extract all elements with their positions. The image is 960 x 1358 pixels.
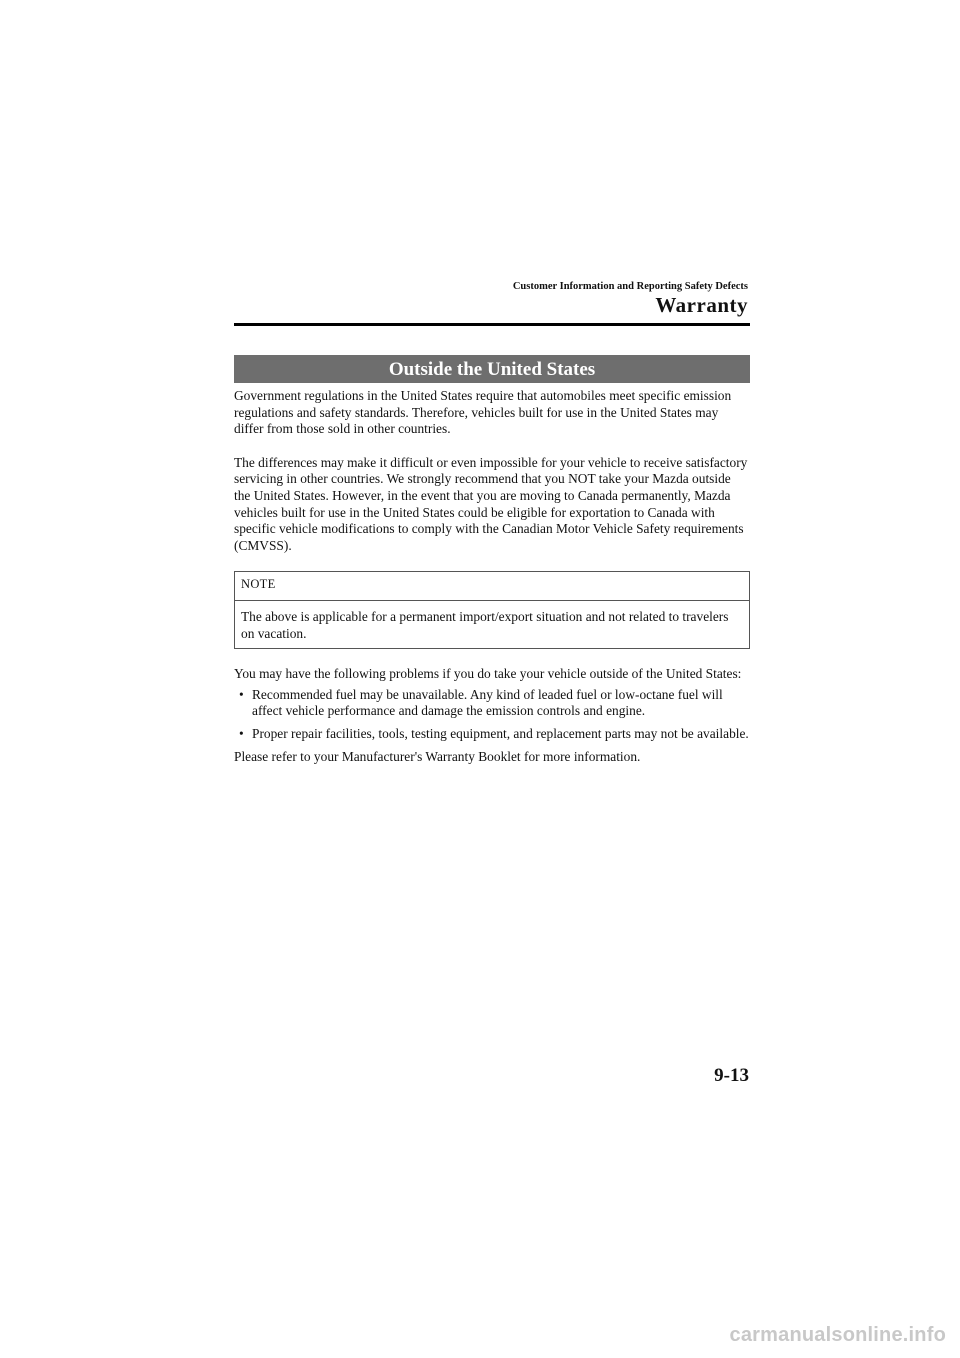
paragraph-regulations: Government regulations in the United States require that automobiles meet specific emission regulations and safety standards. Therefore, vehicles built for use in the United States may differ from those sold in other countries. bbox=[234, 388, 732, 437]
page-content bbox=[234, 388, 750, 782]
list-item-text: Recommended fuel may be unavailable. Any kind of leaded fuel or low-octane fuel will affect vehicle performance and damage the emission controls and engine. bbox=[252, 686, 723, 719]
running-header-chapter: Warranty bbox=[655, 293, 748, 317]
bullet-icon: • bbox=[239, 686, 244, 702]
note-box bbox=[234, 571, 750, 649]
list-item-text: Proper repair facilities, tools, testing equipment, and replacement parts may not be available. bbox=[252, 725, 749, 741]
paragraph-closing: Please refer to your Manufacturer's Warranty Booklet for more information. bbox=[234, 748, 641, 764]
running-header-section: Customer Information and Reporting Safety Defects bbox=[512, 281, 748, 292]
page-number: 9-13 bbox=[714, 1065, 749, 1086]
paragraph-problems-intro: You may have the following problems if you do take your vehicle outside of the United States: bbox=[234, 666, 742, 682]
watermark: carmanualsonline.info bbox=[729, 1324, 946, 1346]
section-title: Outside the United States bbox=[234, 355, 750, 383]
note-body: The above is applicable for a permanent import/export situation and not related to travelers on vacation. bbox=[241, 608, 729, 641]
list-item bbox=[234, 726, 750, 743]
note-title: NOTE bbox=[235, 572, 749, 601]
bullet-icon: • bbox=[239, 725, 244, 741]
list-item bbox=[234, 687, 750, 720]
header-divider bbox=[234, 323, 750, 326]
paragraph-differences: The differences may make it difficult or even impossible for your vehicle to receive satisfactory servicing in other countries. We strongly recommend that you NOT take your Mazda outside the United States. However, in the event that you are moving to Canada permanently, Mazda vehicles built for use in the United States could be eligible for exportation to Canada with specific vehicle modifications to comply with the Canadian Motor Vehicle Safety requirements (CMVSS). bbox=[234, 454, 748, 553]
problems-list bbox=[234, 687, 750, 743]
